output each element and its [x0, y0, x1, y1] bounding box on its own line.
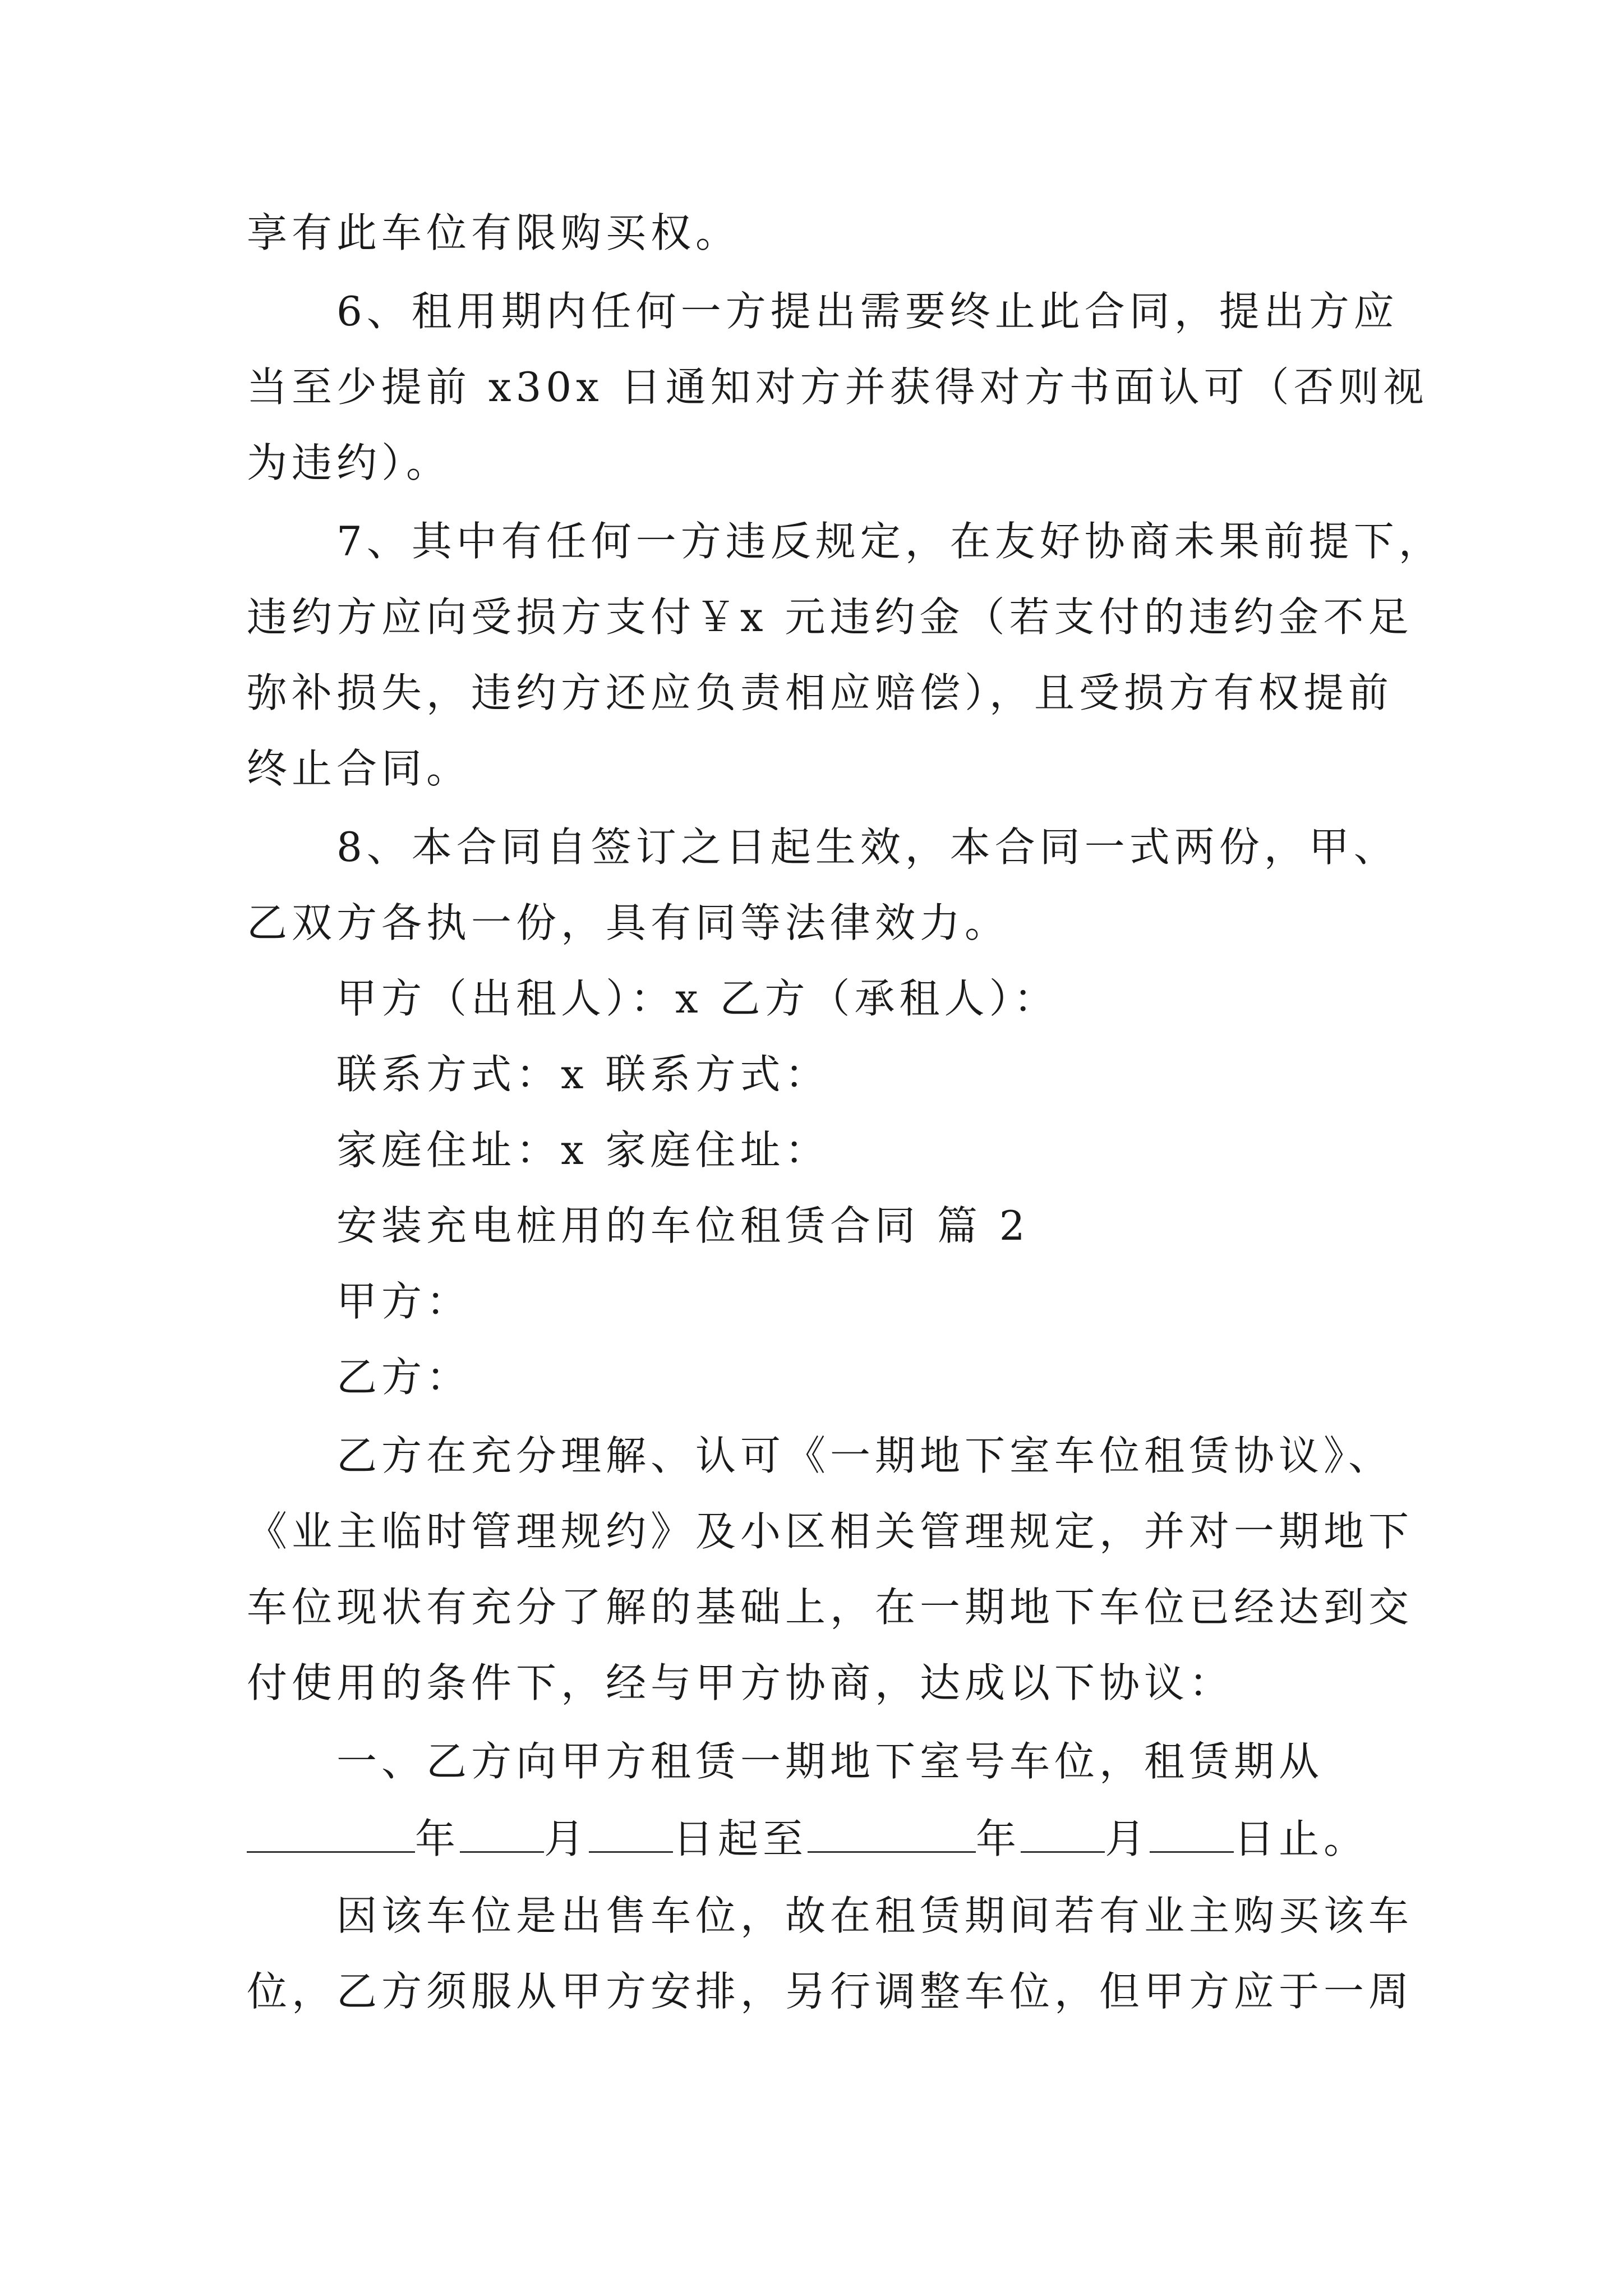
- month-blank-2[interactable]: [1021, 1806, 1105, 1853]
- clause-7-line-1: 7、其中有任何一方违反规定，在友好协商未果前提下，: [336, 518, 1444, 565]
- party-b-label: 乙方：: [336, 1354, 472, 1401]
- section-title: 安装充电桩用的车位租赁合同 篇 2: [336, 1202, 1030, 1249]
- address-line: 家庭住址：x 家庭住址：: [336, 1126, 830, 1174]
- contact-line: 联系方式：x 联系方式：: [336, 1051, 830, 1098]
- article-1-line-1: 一、乙方向甲方租赁一期地下室号车位，租赁期从: [336, 1738, 1324, 1785]
- year-label-2: 年: [976, 1815, 1021, 1862]
- year-blank-1[interactable]: [247, 1806, 415, 1853]
- month-blank-1[interactable]: [460, 1806, 544, 1853]
- clause-7-line-4: 终止合同。: [247, 745, 472, 792]
- intro-line-4: 付使用的条件下，经与甲方协商，达成以下协议：: [247, 1659, 1234, 1706]
- year-label-1: 年: [415, 1815, 460, 1862]
- clause-6-line-3: 为违约）。: [247, 439, 451, 486]
- day-label-1: 日起至: [673, 1815, 808, 1862]
- clause-6-line-2: 当至少提前 x30x 日通知对方并获得对方书面认可（否则视: [247, 364, 1428, 411]
- clause-7-line-3: 弥补损失，违约方还应负责相应赔偿），且受损方有权提前: [247, 669, 1394, 716]
- day-label-2: 日止。: [1234, 1815, 1369, 1862]
- clause-8-line-2: 乙双方各执一份，具有同等法律效力。: [247, 899, 1010, 946]
- party-a-label: 甲方：: [336, 1278, 472, 1325]
- article-1-line-3: 因该车位是出售车位，故在租赁期间若有业主购买该车: [336, 1892, 1414, 1939]
- clause-6-line-1: 6、租用期内任何一方提出需要终止此合同，提出方应: [336, 288, 1399, 335]
- clause-8-line-1: 8、本合同自签订之日起生效，本合同一式两份，甲、: [336, 823, 1399, 871]
- text-line-1: 享有此车位有限购买权。: [247, 209, 741, 256]
- article-1-line-4: 位，乙方须服从甲方安排，另行调整车位，但甲方应于一周: [247, 1968, 1414, 2015]
- day-blank-1[interactable]: [589, 1806, 673, 1853]
- intro-line-3: 车位现状有充分了解的基础上，在一期地下车位已经达到交: [247, 1584, 1414, 1631]
- year-blank-2[interactable]: [808, 1806, 976, 1853]
- date-range-line: [247, 1806, 1368, 1870]
- intro-line-1: 乙方在充分理解、认可《一期地下室车位租赁协议》、: [336, 1432, 1394, 1479]
- month-label-1: 月: [544, 1815, 589, 1862]
- clause-7-line-2: 违约方应向受损方支付￥x 元违约金（若支付的违约金不足: [247, 593, 1413, 641]
- party-line: 甲方（出租人）：x 乙方（承租人）：: [336, 975, 1059, 1022]
- day-blank-2[interactable]: [1150, 1806, 1234, 1853]
- month-label-2: 月: [1105, 1815, 1150, 1862]
- intro-line-2: 《业主临时管理规约》及小区相关管理规定，并对一期地下: [247, 1508, 1414, 1555]
